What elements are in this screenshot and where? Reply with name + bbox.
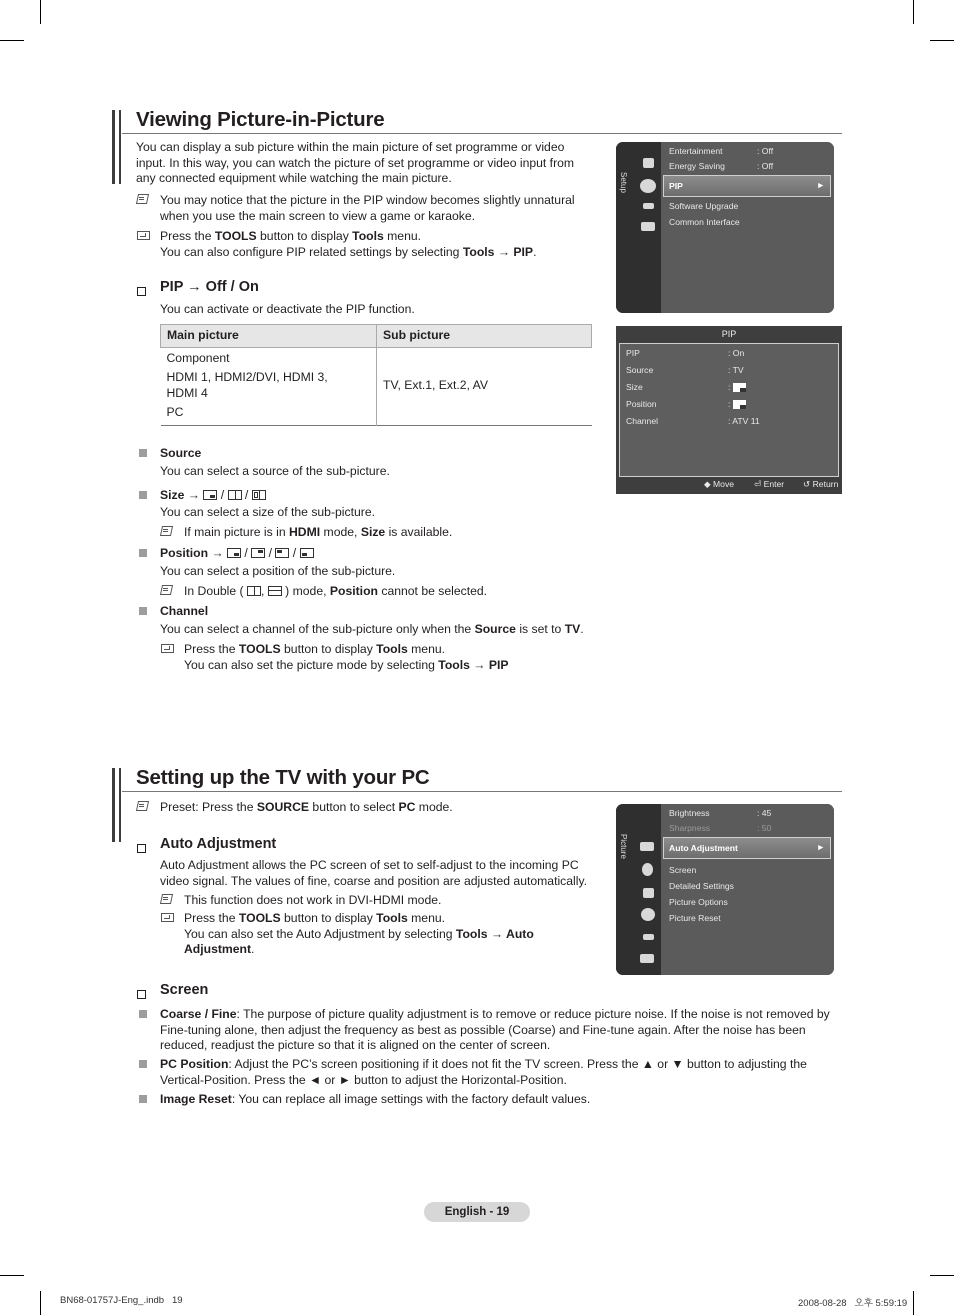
auto-note: This function does not work in DVI-HDMI mode. bbox=[160, 893, 580, 909]
channel-tools-note: Press the TOOLS button to display Tools menu. You can also set the picture mode by selecting Tools → PIP bbox=[160, 642, 580, 658]
channel-item: Channel bbox=[139, 604, 147, 620]
title-rule bbox=[122, 791, 842, 792]
bullet-square bbox=[139, 1095, 147, 1103]
pip-note1: You may notice that the picture in the PIP window becomes slightly unnatural when you use the main screen to view a game or karaoke. bbox=[136, 193, 586, 209]
double-wide-icon bbox=[268, 586, 282, 596]
crop-mark bbox=[930, 1275, 954, 1276]
section-title-pc: Setting up the TV with your PC bbox=[136, 766, 430, 789]
position-desc: You can select a position of the sub-picture. bbox=[160, 564, 396, 578]
note-icon bbox=[136, 193, 149, 204]
tv-icon bbox=[643, 158, 654, 168]
tools-icon bbox=[160, 642, 174, 653]
bullet-square bbox=[139, 607, 147, 615]
size-double-wide-icon bbox=[252, 490, 266, 500]
checkbox-icon bbox=[137, 287, 146, 296]
table-cell-sub: TV, Ext.1, Ext.2, AV bbox=[383, 378, 488, 393]
tv-icon bbox=[643, 888, 654, 898]
menu-main: Brightness : 45 Sharpness : 50 Auto Adjustment ► Screen Detailed Settings Picture Options Picture Reset bbox=[661, 804, 834, 975]
pos-bottom-left-icon bbox=[300, 548, 314, 558]
footer-enter: ⏎ Enter bbox=[754, 479, 785, 489]
note-icon bbox=[160, 893, 173, 904]
channel-desc: You can select a channel of the sub-picture only when the Source is set to TV. bbox=[160, 622, 584, 636]
page-number-badge: English - 19 bbox=[424, 1202, 530, 1222]
screen-heading: Screen bbox=[137, 986, 146, 1004]
print-date: 2008-08-28 오후 5:59:19 bbox=[798, 1298, 908, 1309]
checkbox-icon bbox=[137, 844, 146, 853]
pos-top-right-icon bbox=[251, 548, 265, 558]
crop-mark bbox=[40, 1291, 41, 1315]
source-desc: You can select a source of the sub-picture. bbox=[160, 464, 390, 478]
pc-preset-note: Preset: Press the SOURCE button to select PC mode. bbox=[136, 800, 586, 816]
file-info: BN68-01757J-Eng_.indb 19 bbox=[60, 1295, 183, 1306]
return-icon: ↺ bbox=[803, 479, 811, 489]
menu-main: Entertainment : Off Energy Saving : Off PIP ► Software Upgrade Common Interface bbox=[661, 142, 834, 313]
picture-icon bbox=[640, 842, 654, 851]
bullet-square bbox=[139, 1060, 147, 1068]
auto-desc: Auto Adjustment allows the PC screen of set to self-adjust to the incoming PC video signal. The values of fine, coarse and position are adjusted automatically. bbox=[160, 858, 588, 888]
tools-icon bbox=[160, 911, 174, 922]
pos-bottom-right-icon bbox=[227, 548, 241, 558]
section-title-pip: Viewing Picture-in-Picture bbox=[136, 108, 385, 131]
crop-mark bbox=[0, 1275, 24, 1276]
footer-move: ◆ Move bbox=[704, 479, 735, 489]
bullet-square bbox=[139, 549, 147, 557]
table-header-main: Main picture bbox=[161, 325, 377, 348]
arrow-right-icon: ► bbox=[816, 180, 825, 190]
tools-icon bbox=[136, 229, 150, 240]
position-item: Position → / / / bbox=[139, 546, 439, 562]
picture-menu-screenshot bbox=[616, 804, 834, 975]
pip-sub-heading: PIP → Off / On bbox=[137, 283, 146, 301]
table-header-sub: Sub picture bbox=[383, 328, 451, 342]
footer-return: ↺ Return bbox=[803, 479, 839, 489]
note-icon bbox=[136, 800, 149, 811]
title-rule bbox=[122, 133, 842, 134]
menu-sidebar: Setup bbox=[616, 142, 661, 313]
pip-menu-panel: PIP : On Source : TV Size : Position : Channel : ATV 11 bbox=[619, 343, 839, 477]
crop-mark bbox=[0, 40, 24, 41]
checkbox-icon bbox=[137, 990, 146, 999]
size-double-icon bbox=[228, 490, 242, 500]
pip-sub-desc: You can activate or deactivate the PIP function. bbox=[160, 302, 415, 316]
size-desc: You can select a size of the sub-picture. bbox=[160, 505, 375, 519]
position-note: In Double ( , ) mode, Position cannot be selected. bbox=[160, 584, 580, 600]
size-small-icon bbox=[203, 490, 217, 500]
size-note: If main picture is in HDMI mode, Size is available. bbox=[160, 525, 580, 541]
source-item: Source bbox=[139, 446, 147, 462]
position-value-icon bbox=[733, 400, 746, 409]
menu-sidebar: Picture bbox=[616, 804, 661, 975]
pip-tools-note: Press the TOOLS button to display Tools menu. You can also configure PIP related settings by selecting Tools → PIP. bbox=[136, 229, 586, 245]
setup-menu-screenshot bbox=[616, 142, 834, 313]
auto-tools-note: Press the TOOLS button to display Tools menu. You can also set the Auto Adjustment by selecting Tools → Auto Adjustment. bbox=[160, 911, 580, 927]
size-item: Size → / / bbox=[139, 488, 439, 504]
support-icon bbox=[640, 954, 654, 963]
double-icon bbox=[247, 586, 261, 596]
gear-icon bbox=[641, 908, 655, 921]
input-icon bbox=[643, 203, 654, 209]
section-bar bbox=[112, 768, 115, 842]
crop-mark bbox=[913, 0, 914, 24]
crop-mark bbox=[913, 1291, 914, 1315]
pip-intro: You can display a sub picture within the main picture of set programme or video input. In this way, you can watch the picture of set programme or video input from any connected equipment while watching the main picture. bbox=[136, 140, 575, 185]
section-bar bbox=[119, 768, 121, 842]
pip-source-table bbox=[160, 324, 592, 426]
bullet-square bbox=[139, 1010, 147, 1018]
arrow-right-icon: ► bbox=[816, 842, 825, 852]
section-bar bbox=[112, 110, 115, 184]
auto-heading: Auto Adjustment bbox=[137, 840, 146, 858]
bullet-square bbox=[139, 491, 147, 499]
pos-top-left-icon bbox=[275, 548, 289, 558]
size-value-icon bbox=[733, 383, 746, 392]
menu-selected-row: Auto Adjustment ► bbox=[663, 837, 831, 859]
bullet-square bbox=[139, 449, 147, 457]
table-cell-main: Component HDMI 1, HDMI2/DVI, HDMI 3, HDMI 4 PC bbox=[161, 347, 377, 425]
menu-selected-row: PIP ► bbox=[663, 175, 831, 197]
crop-mark bbox=[930, 40, 954, 41]
crop-mark bbox=[40, 0, 41, 24]
section-bar bbox=[119, 110, 121, 184]
pip-menu-title: PIP bbox=[721, 329, 737, 339]
move-arrows-icon: ◆ bbox=[704, 479, 711, 489]
support-icon bbox=[641, 222, 655, 231]
note-icon bbox=[160, 525, 173, 536]
enter-icon: ⏎ bbox=[754, 479, 762, 489]
input-icon bbox=[643, 934, 654, 940]
gear-icon bbox=[640, 179, 656, 193]
sound-icon bbox=[642, 863, 653, 876]
pip-menu-screenshot bbox=[616, 326, 842, 494]
note-icon bbox=[160, 584, 173, 595]
